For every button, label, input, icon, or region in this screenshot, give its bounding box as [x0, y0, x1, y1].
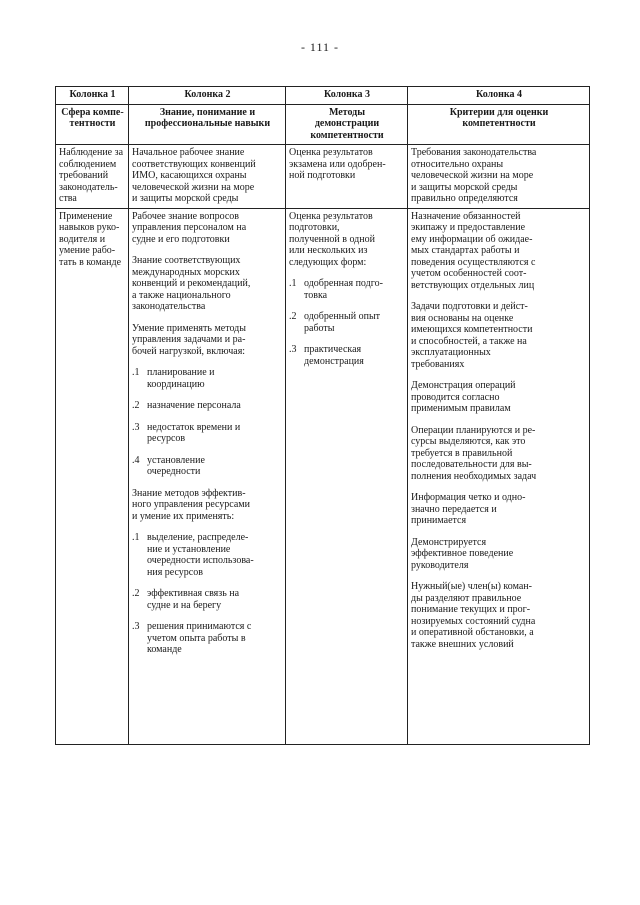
list-item — [132, 455, 283, 478]
competence-table — [55, 86, 590, 745]
list-item — [289, 311, 405, 334]
knowledge-paragraph: Знание соответствующих международных морских конвенций и рекомендаций, а также национального законодательства — [132, 255, 251, 312]
criteria-paragraph: Демонстрируется эффективное поведение руководителя — [411, 536, 514, 571]
list-number: .2 — [132, 588, 140, 599]
knowledge-paragraph: Знание методов эффектив- ного управления ресурсами и умение их применять: — [132, 487, 250, 522]
list-text: недостаток времени и ресурсов — [147, 421, 241, 444]
subheader-col3: Методы демонстрации компетентности — [286, 104, 408, 145]
list-text: практическая демонстрация — [304, 344, 364, 367]
list-item — [289, 278, 405, 301]
criteria-paragraph: Операции планируются и ре- сурсы выделяются, как это требуется в правильной последовательности для вы- полнения необходимых задач — [411, 424, 537, 482]
header-col3: Колонка 3 — [286, 87, 408, 105]
table-row-compliance — [56, 145, 590, 209]
criteria-paragraph: Нужный(ые) член(ы) коман- ды разделяют правильное понимание текущих и прог- нозируемых состояний судна и оперативной обстановки, а также внешних условий — [411, 581, 536, 650]
list-item — [132, 621, 283, 656]
list-item — [132, 422, 283, 445]
header-row — [56, 87, 590, 105]
row1-competence: Наблюдение за соблюдением требований законодатель- ства — [56, 145, 129, 209]
list-number: .1 — [132, 532, 140, 543]
criteria-paragraph: Задачи подготовки и дейст- вия основаны на оценке имеющихся компетентности и способностей, а также на эксплуатационных требованиях — [411, 301, 533, 370]
list-text: эффективная связь на судне и на берегу — [147, 588, 240, 611]
row2-criteria — [408, 208, 590, 744]
methods-intro: Оценка результатов подготовки, полученной в одной или нескольких из следующих форм: — [289, 210, 375, 268]
header-col4: Колонка 4 — [408, 87, 590, 105]
row2-knowledge — [129, 208, 286, 744]
page-number: - 111 - — [300, 40, 340, 54]
subheader-row — [56, 104, 590, 145]
list-number: .3 — [289, 344, 297, 355]
knowledge-paragraph: Умение применять методы управления задачами и ра- бочей нагрузкой, включая: — [132, 322, 246, 357]
subheader-col4: Критерии для оценки компетентности — [408, 104, 590, 145]
list-text: одобренный опыт работы — [304, 311, 381, 334]
knowledge-paragraph: Рабочее знание вопросов управления персоналом на судне и его подготовки — [132, 210, 247, 245]
list-number: .3 — [132, 421, 140, 433]
subheader-col1: Сфера компе- тентности — [56, 104, 129, 145]
criteria-paragraph: Информация четко и одно- значно передается и принимается — [411, 492, 526, 526]
row2-competence: Применение навыков руко- водителя и умение рабо- тать в команде — [56, 208, 129, 744]
list-item — [132, 400, 283, 412]
header-col2: Колонка 2 — [129, 87, 286, 105]
list-text: установление очередности — [147, 454, 205, 477]
list-number: .2 — [289, 311, 297, 322]
list-number: .2 — [132, 400, 140, 411]
row1-knowledge: Начальное рабочее знание соответствующих конвенций ИМО, касающихся охраны человеческой жизни на море и защиты морской среды — [129, 145, 286, 209]
row1-methods: Оценка результатов экзамена или одобрен- ной подготовки — [286, 145, 408, 209]
list-number: .1 — [289, 278, 297, 289]
criteria-paragraph: Назначение обязанностей экипажу и предоставление ему информации об ожидае- мых стандартах работы и поведения осуществляются с учетом особенностей соот- ветствующих отдельных лиц — [411, 210, 536, 291]
table-row-leadership — [56, 208, 590, 744]
list-item — [132, 532, 283, 578]
list-number: .1 — [132, 367, 140, 378]
row2-methods — [286, 208, 408, 744]
list-item — [132, 588, 283, 611]
list-item — [289, 344, 405, 367]
list-text: выделение, распределе- ние и установление очередности использова- ния ресурсов — [147, 532, 254, 578]
criteria-paragraph: Демонстрация операций проводится согласно применимым правилам — [411, 380, 516, 414]
list-text: планирование и координацию — [147, 367, 215, 390]
list-text: назначение персонала — [147, 400, 241, 411]
list-number: .3 — [132, 621, 140, 632]
list-text: решения принимаются с учетом опыта работы в команде — [147, 621, 252, 655]
list-item — [132, 367, 283, 390]
list-number: .4 — [132, 454, 140, 466]
subheader-col2: Знание, понимание и профессиональные навыки — [129, 104, 286, 145]
list-text: одобренная подго- товка — [304, 278, 383, 301]
row1-criteria: Требования законодательства относительно охраны человеческой жизни на море и защиты морской среды правильно определяются — [408, 145, 590, 209]
header-col1: Колонка 1 — [56, 87, 129, 105]
